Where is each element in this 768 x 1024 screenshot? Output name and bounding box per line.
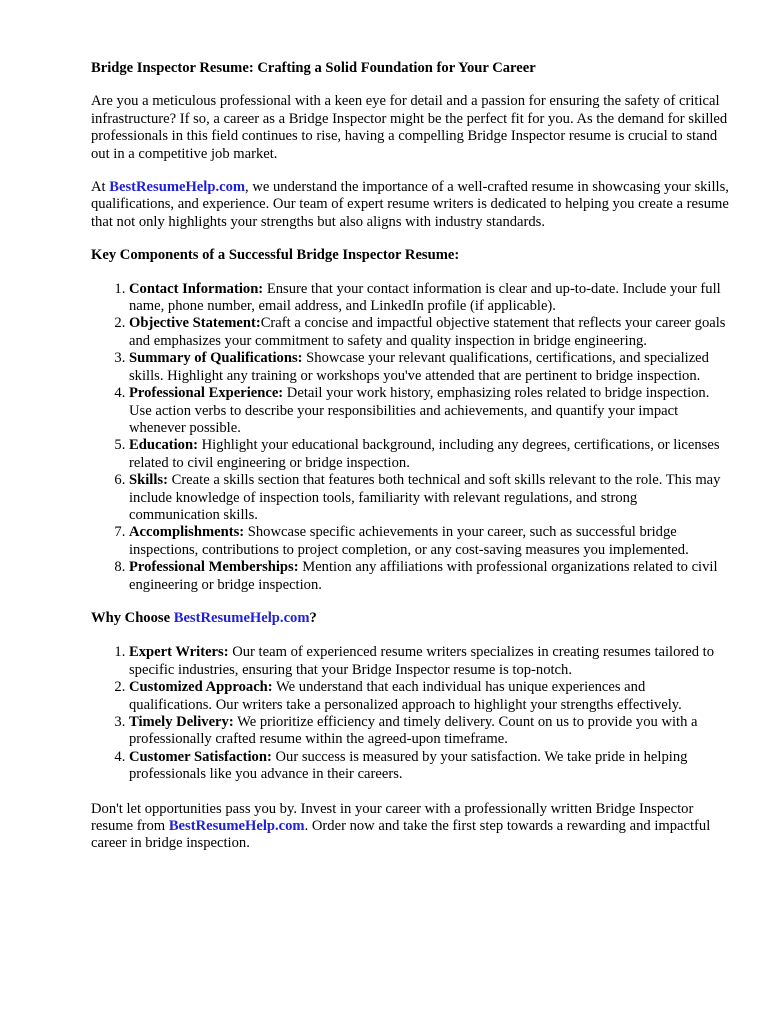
- list-item-text: Mention any affiliations with professional organizations related to civil engineering or bridge inspection.: [129, 559, 718, 593]
- list-item: [129, 714, 731, 749]
- list-item: [129, 281, 731, 316]
- brand-link[interactable]: BestResumeHelp.com: [173, 609, 310, 626]
- list-item-text: Our team of experienced resume writers specializes in creating resumes tailored to specific industries, ensuring that your Bridge Inspector resume is top-notch.: [129, 644, 715, 678]
- why-choose-heading: [91, 610, 731, 627]
- list-item-text: Showcase your relevant qualifications, certifications, and specialized skills. Highlight any training or workshops you've attended that are pertinent to bridge inspection.: [129, 350, 709, 384]
- list-item: [129, 559, 731, 594]
- list-item-term: Expert Writers:: [129, 644, 229, 661]
- list-item-term: Accomplishments:: [129, 524, 245, 541]
- list-item-term: Professional Experience:: [129, 385, 284, 402]
- document-title: Bridge Inspector Resume: Crafting a Solid Foundation for Your Career: [91, 60, 536, 76]
- components-heading: Key Components of a Successful Bridge Inspector Resume:: [91, 247, 460, 264]
- list-item-term: Customized Approach:: [129, 679, 273, 696]
- list-item-term: Education:: [129, 437, 198, 454]
- list-item-text: We understand that each individual has unique experiences and qualifications. Our writers take a personalized approach to highlight your strengths effectively.: [129, 679, 682, 713]
- reasons-list: [91, 644, 731, 783]
- list-item-text: Highlight your educational background, including any degrees, certifications, or licenses related to civil engineering or bridge inspection.: [129, 437, 720, 471]
- list-item-text: Showcase specific achievements in your career, such as successful bridge inspections, contributions to project completion, or any cost-saving measures you implemented.: [129, 524, 689, 558]
- list-item-term: Skills:: [129, 472, 168, 489]
- list-item: [129, 644, 731, 679]
- list-item: [129, 679, 731, 714]
- brand-link[interactable]: BestResumeHelp.com: [168, 818, 305, 835]
- closing-paragraph: [91, 801, 731, 853]
- company-paragraph-suffix: , we understand the importance of a well-crafted resume in showcasing your skills, qualifications, and experience. Our team of expert resume writers is dedicated to helping you create a resume that not only highlights your strengths but also aligns with industry standards.: [91, 179, 729, 230]
- list-item-term: Customer Satisfaction:: [129, 748, 272, 765]
- list-item-text: Ensure that your contact information is clear and up-to-date. Include your full name, phone number, email address, and LinkedIn profile (if applicable).: [129, 280, 721, 315]
- list-item-term: Professional Memberships:: [129, 559, 299, 576]
- list-item-term: Objective Statement:: [129, 315, 261, 332]
- why-choose-prefix: Why Choose: [91, 609, 174, 626]
- company-paragraph: [91, 179, 731, 231]
- intro-paragraph: Are you a meticulous professional with a keen eye for detail and a passion for ensuring the safety of critical infrastructure? If so, a career as a Bridge Inspector might be the perfect fit for you. As the demand for skilled professionals in this field continues to rise, having a compelling Bridge Inspector resume is crucial to stand out in a competitive job market.: [91, 93, 728, 162]
- list-item-term: Contact Information:: [129, 280, 264, 297]
- list-item: [129, 524, 731, 559]
- list-item-text: Detail your work history, emphasizing roles related to bridge inspection. Use action verbs to describe your responsibilities and achievements, and quantify your impact whenever possible.: [129, 385, 710, 436]
- closing-paragraph-suffix: . Order now and take the first step towards a rewarding and impactful career in bridge inspection.: [91, 818, 711, 852]
- list-item-term: Summary of Qualifications:: [129, 350, 303, 367]
- company-paragraph-prefix: At: [91, 179, 110, 196]
- list-item-term: Timely Delivery:: [129, 714, 234, 730]
- closing-paragraph-prefix: Don't let opportunities pass you by. Invest in your career with a professionally written Bridge Inspector resume from: [91, 800, 694, 835]
- list-item: [129, 350, 731, 385]
- list-item-text: Create a skills section that features both technical and soft skills relevant to the role. This may include knowledge of inspection tools, familiarity with relevant regulations, and strong communication skills.: [129, 472, 721, 523]
- document-content: [91, 60, 731, 853]
- list-item-text: Our success is measured by your satisfaction. We take pride in helping professionals like you advance in their careers.: [129, 748, 688, 783]
- list-item-text: Craft a concise and impactful objective statement that reflects your career goals and emphasizes your commitment to safety and quality inspection in bridge engineering.: [129, 315, 726, 349]
- list-item: [129, 437, 731, 472]
- list-item-text: We prioritize efficiency and timely delivery. Count on us to provide you with a professionally crafted resume within the agreed-upon timeframe.: [129, 714, 698, 748]
- list-item: [129, 472, 731, 524]
- list-item: [129, 385, 731, 437]
- list-item: [129, 315, 731, 350]
- list-item: [129, 749, 731, 784]
- brand-link[interactable]: BestResumeHelp.com: [109, 179, 246, 196]
- components-list: [91, 281, 731, 594]
- why-choose-suffix: ?: [309, 609, 317, 626]
